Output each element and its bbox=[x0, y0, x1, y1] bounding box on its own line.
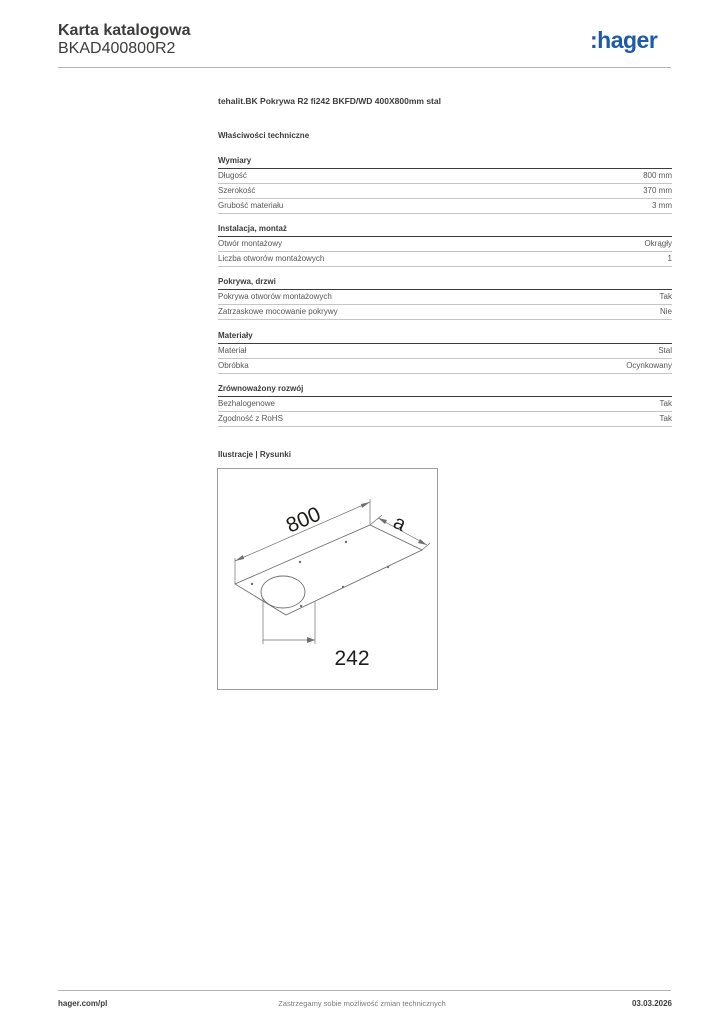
row-value: Tak bbox=[659, 399, 672, 408]
row-value: Tak bbox=[659, 292, 672, 301]
arrowhead bbox=[307, 637, 315, 643]
mount-dot bbox=[299, 561, 301, 563]
group-title: Instalacja, montaż bbox=[218, 224, 287, 233]
row-value: Nie bbox=[659, 307, 672, 316]
row-label: Bezhalogenowe bbox=[218, 399, 275, 408]
row-value: Tak bbox=[659, 414, 672, 423]
arrowhead bbox=[235, 555, 244, 561]
group-cover bbox=[218, 276, 672, 320]
mount-dot bbox=[300, 605, 302, 607]
mount-dot bbox=[345, 541, 347, 543]
table-row bbox=[218, 237, 672, 252]
row-value: 3 mm bbox=[652, 201, 672, 210]
mount-dot bbox=[251, 583, 253, 585]
extension-line bbox=[370, 515, 382, 525]
product-code: BKAD400800R2 bbox=[58, 40, 176, 57]
group-dimensions bbox=[218, 155, 672, 214]
table-row bbox=[218, 305, 672, 320]
footer-divider bbox=[58, 990, 671, 991]
table-row bbox=[218, 252, 672, 267]
table-row bbox=[218, 412, 672, 427]
table-row bbox=[218, 397, 672, 412]
arrowhead bbox=[418, 539, 427, 545]
dimension-label-width: a bbox=[389, 511, 410, 536]
row-value: 1 bbox=[667, 254, 672, 263]
group-installation bbox=[218, 223, 672, 267]
mount-dot bbox=[342, 586, 344, 588]
row-value: Ocynkowany bbox=[626, 361, 672, 370]
technical-drawing bbox=[217, 468, 438, 690]
mount-dot bbox=[387, 566, 389, 568]
table-row bbox=[218, 290, 672, 305]
row-value: Stal bbox=[658, 346, 672, 355]
row-label: Zgodność z RoHS bbox=[218, 414, 283, 423]
row-label: Zatrzaskowe mocowanie pokrywy bbox=[218, 307, 338, 316]
row-value: 800 mm bbox=[643, 171, 672, 180]
header-divider bbox=[58, 67, 671, 68]
table-row bbox=[218, 169, 672, 184]
product-name: tehalit.BK Pokrywa R2 fi242 BKFD/WD 400X800mm stal bbox=[218, 96, 441, 106]
row-label: Liczba otworów montażowych bbox=[218, 254, 325, 263]
dimension-label-length: 800 bbox=[282, 502, 325, 538]
row-value: Okrągły bbox=[644, 239, 672, 248]
footer-date: 03.03.2026 bbox=[631, 999, 672, 1008]
hole-outline bbox=[261, 576, 305, 608]
row-label: Grubość materiału bbox=[218, 201, 284, 210]
row-label: Szerokość bbox=[218, 186, 256, 195]
table-row bbox=[218, 359, 672, 374]
table-row bbox=[218, 344, 672, 359]
row-label: Obróbka bbox=[218, 361, 249, 370]
group-sustainability bbox=[218, 383, 672, 427]
row-label: Pokrywa otworów montażowych bbox=[218, 292, 332, 301]
illustrations-title: Ilustracje | Rysunki bbox=[218, 450, 291, 459]
group-title: Wymiary bbox=[218, 156, 252, 165]
arrowhead bbox=[361, 502, 370, 508]
page-title: Karta katalogowa bbox=[58, 22, 191, 39]
group-title: Materiały bbox=[218, 331, 253, 340]
footer-url[interactable]: hager.com/pl bbox=[58, 999, 108, 1008]
row-label: Długość bbox=[218, 171, 247, 180]
arrowhead bbox=[378, 518, 387, 524]
table-row bbox=[218, 199, 672, 214]
group-title: Zrównoważony rozwój bbox=[218, 384, 304, 393]
table-row bbox=[218, 184, 672, 199]
drawing-svg bbox=[218, 469, 437, 689]
section-title: Właściwości techniczne bbox=[218, 131, 310, 140]
hager-logo: :hager bbox=[590, 27, 658, 53]
row-label: Otwór montażowy bbox=[218, 239, 283, 248]
dimension-label-hole: 242 bbox=[334, 647, 370, 670]
group-title: Pokrywa, drzwi bbox=[218, 277, 276, 286]
group-materials bbox=[218, 330, 672, 374]
row-label: Materiał bbox=[218, 346, 247, 355]
row-value: 370 mm bbox=[643, 186, 672, 195]
footer-note: Zastrzegamy sobie możliwość zmian technicznych bbox=[278, 999, 446, 1008]
